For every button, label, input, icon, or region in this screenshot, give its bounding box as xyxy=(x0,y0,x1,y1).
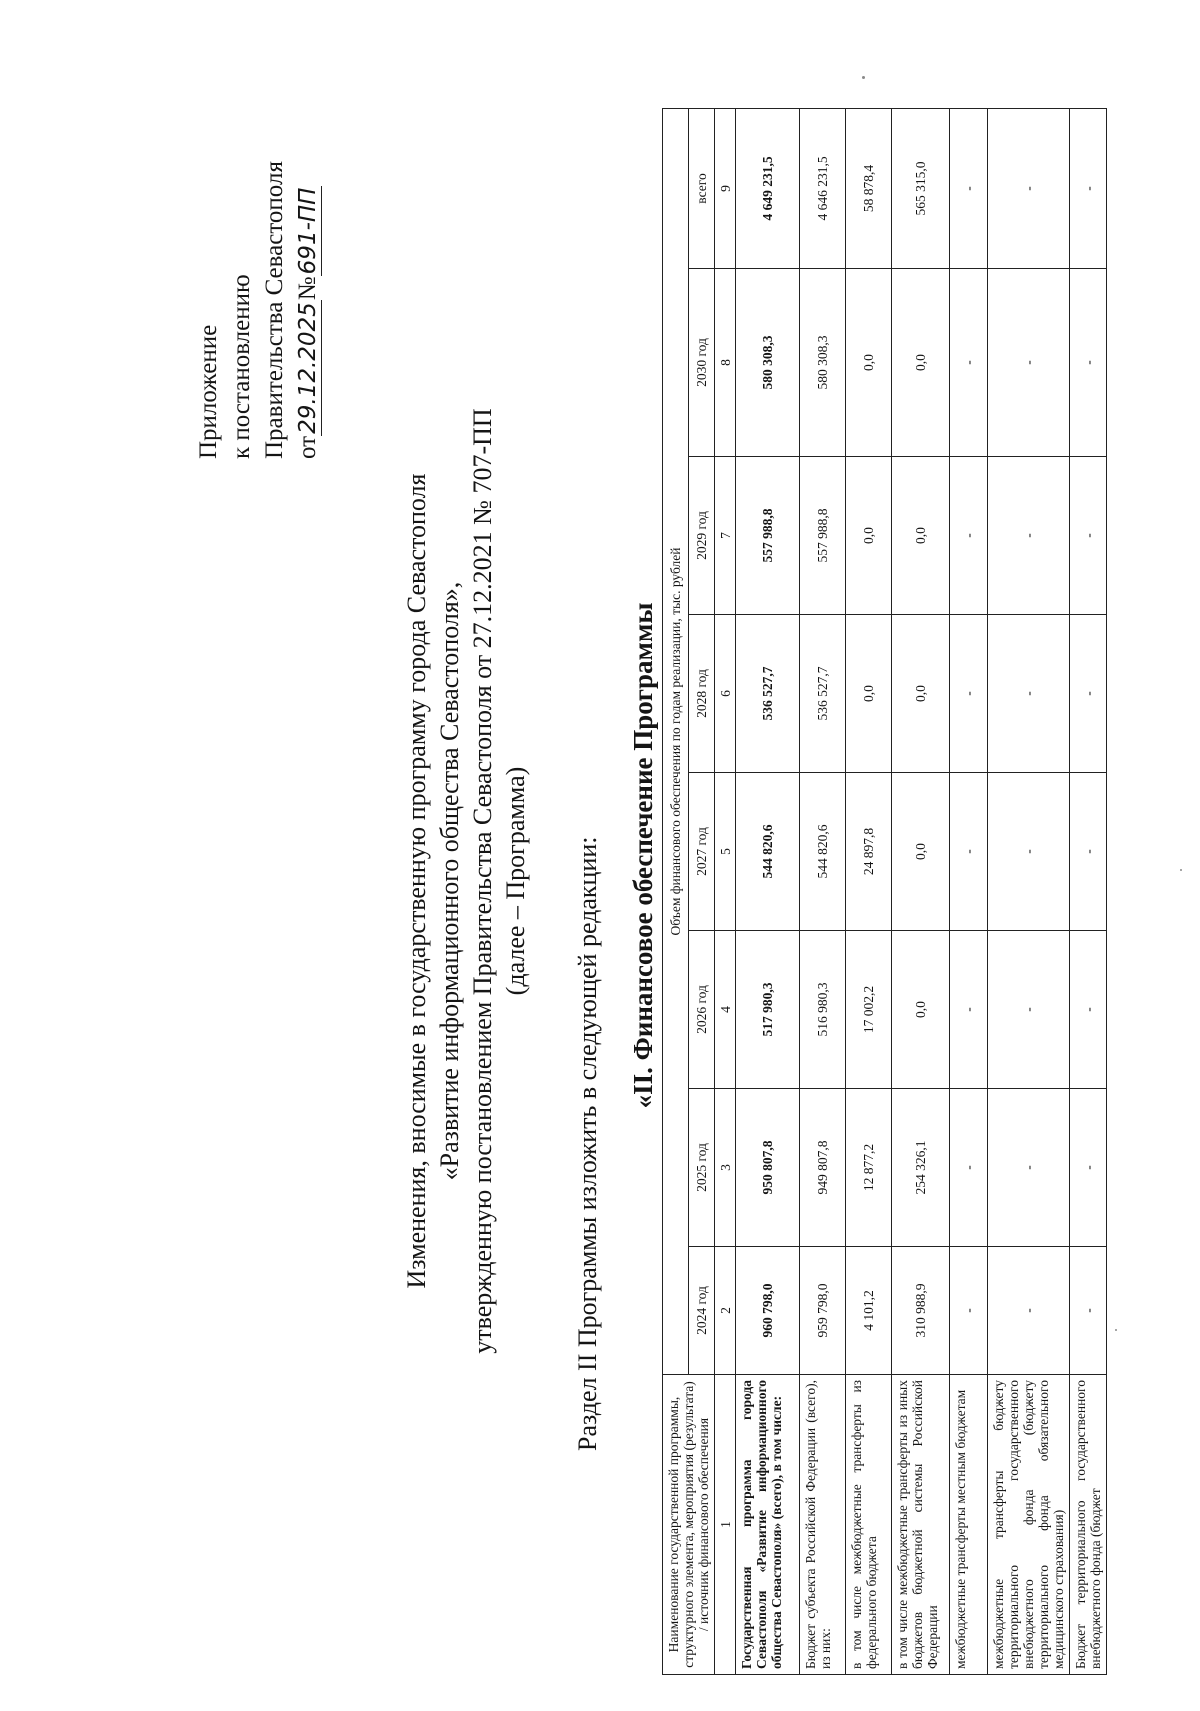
number-sign: № xyxy=(294,276,321,301)
row-value: - xyxy=(950,457,988,615)
row-value: 959 798,0 xyxy=(800,1247,846,1375)
row-value: 58 878,4 xyxy=(846,108,892,268)
row-value: 4 649 231,5 xyxy=(736,108,800,268)
row-value: 0,0 xyxy=(892,269,950,457)
column-number: 1 xyxy=(715,1375,736,1675)
row-value: - xyxy=(1070,615,1107,773)
header-name: Наименование государственной программы, структурного элемента, мероприятия (результата) / источник финансового обеспечения xyxy=(663,1375,715,1675)
year-header: 2026 год xyxy=(689,931,715,1089)
handwritten-date: 29.12.2025 xyxy=(295,302,321,434)
row-name: в том числе межбюджетные трансферты из иных бюджетов бюджетной системы Российской Федерации xyxy=(892,1375,950,1675)
row-value: 544 820,6 xyxy=(800,773,846,931)
row-value: 0,0 xyxy=(846,457,892,615)
scan-speck xyxy=(862,76,865,79)
column-number: 5 xyxy=(715,773,736,931)
financing-table xyxy=(662,108,1107,1675)
row-value: - xyxy=(950,269,988,457)
row-value: - xyxy=(1070,1089,1107,1247)
row-value: 565 315,0 xyxy=(892,108,950,268)
appendix-date-line xyxy=(291,161,325,459)
document-title xyxy=(400,181,532,1581)
year-header: всего xyxy=(689,108,715,268)
row-value: 12 877,2 xyxy=(846,1089,892,1247)
row-value: - xyxy=(950,1247,988,1375)
year-header: 2024 год xyxy=(689,1247,715,1375)
row-value: - xyxy=(950,108,988,268)
date-prefix: от xyxy=(294,435,321,459)
row-value: 516 980,3 xyxy=(800,931,846,1089)
table-row xyxy=(736,108,800,1674)
header-group: Объем финансового обеспечения по годам реализации, тыс. рублей xyxy=(663,108,689,1374)
row-value: 544 820,6 xyxy=(736,773,800,931)
scan-speck xyxy=(1180,869,1182,871)
title-line: Изменения, вносимые в государственную программу города Севастополя xyxy=(402,473,431,1289)
row-name: в том числе межбюджетные трансферты из федерального бюджета xyxy=(846,1375,892,1675)
row-value: 0,0 xyxy=(892,457,950,615)
row-value: - xyxy=(988,108,1070,268)
row-name: межбюджетные трансферты местным бюджетам xyxy=(950,1375,988,1675)
row-value: 557 988,8 xyxy=(800,457,846,615)
row-value: - xyxy=(1070,269,1107,457)
row-value: - xyxy=(950,931,988,1089)
column-number: 7 xyxy=(715,457,736,615)
row-value: 580 308,3 xyxy=(800,269,846,457)
row-name: Бюджет территориального государственного внебюджетного фонда (бюджет xyxy=(1070,1375,1107,1675)
row-value: 0,0 xyxy=(846,615,892,773)
column-number: 6 xyxy=(715,615,736,773)
row-value: - xyxy=(950,1089,988,1247)
row-value: - xyxy=(1070,773,1107,931)
column-number: 2 xyxy=(715,1247,736,1375)
title-line: утвержденную постановлением Правительства Севастополя от 27.12.2021 № 707-ПП xyxy=(468,408,497,1354)
row-value: 517 980,3 xyxy=(736,931,800,1089)
row-value: 24 897,8 xyxy=(846,773,892,931)
row-value: 580 308,3 xyxy=(736,269,800,457)
row-value: 0,0 xyxy=(892,773,950,931)
row-value: - xyxy=(1070,457,1107,615)
handwritten-number: 691-ПП xyxy=(295,187,321,275)
row-value: - xyxy=(988,773,1070,931)
scan-speck xyxy=(1115,1329,1117,1331)
row-value: 949 807,8 xyxy=(800,1089,846,1247)
table-row xyxy=(988,108,1070,1674)
row-value: - xyxy=(1070,1247,1107,1375)
row-value: 0,0 xyxy=(892,615,950,773)
year-header: 2028 год xyxy=(689,615,715,773)
row-value: - xyxy=(988,269,1070,457)
row-value: 310 988,9 xyxy=(892,1247,950,1375)
row-value: - xyxy=(950,773,988,931)
appendix-line: Приложение xyxy=(195,324,222,459)
row-value: - xyxy=(1070,931,1107,1089)
year-header: 2030 год xyxy=(689,269,715,457)
row-name: Государственная программа города Севастополя «Развитие информационного общества Севастополя» (всего), в том числе: xyxy=(736,1375,800,1675)
row-value: 4 646 231,5 xyxy=(800,108,846,268)
row-value: - xyxy=(988,615,1070,773)
year-header: 2027 год xyxy=(689,773,715,931)
row-value: - xyxy=(988,931,1070,1089)
row-value: 536 527,7 xyxy=(800,615,846,773)
title-line: (далее – Программа) xyxy=(501,766,530,996)
section-title: «II. Финансовое обеспечение Программы xyxy=(628,602,658,1109)
table-row xyxy=(892,108,950,1674)
column-number: 4 xyxy=(715,931,736,1089)
table-row xyxy=(846,108,892,1674)
row-value: 0,0 xyxy=(846,269,892,457)
appendix-line: к постановлению xyxy=(228,274,255,459)
row-value: - xyxy=(988,457,1070,615)
table-row xyxy=(800,108,846,1674)
row-value: - xyxy=(988,1089,1070,1247)
row-value: - xyxy=(988,1247,1070,1375)
year-header: 2025 год xyxy=(689,1089,715,1247)
year-header: 2029 год xyxy=(689,457,715,615)
column-number: 8 xyxy=(715,269,736,457)
row-name: межбюджетные трансферты бюджету территориального государственного внебюджетного фонда (бюджету территориального фонда обязательного медицинского страхования) xyxy=(988,1375,1070,1675)
row-value: - xyxy=(1070,108,1107,268)
column-number: 3 xyxy=(715,1089,736,1247)
appendix-header xyxy=(192,161,325,459)
appendix-line: Правительства Севастополя xyxy=(261,161,288,459)
row-value: 950 807,8 xyxy=(736,1089,800,1247)
column-number: 9 xyxy=(715,108,736,268)
row-value: 4 101,2 xyxy=(846,1247,892,1375)
row-value: - xyxy=(950,615,988,773)
row-value: 557 988,8 xyxy=(736,457,800,615)
row-value: 960 798,0 xyxy=(736,1247,800,1375)
table-row xyxy=(950,108,988,1674)
row-name: Бюджет субъекта Российской Федерации (всего), из них: xyxy=(800,1375,846,1675)
row-value: 536 527,7 xyxy=(736,615,800,773)
section-note: Раздел II Программы изложить в следующей редакции: xyxy=(573,836,602,1451)
row-value: 17 002,2 xyxy=(846,931,892,1089)
row-value: 254 326,1 xyxy=(892,1089,950,1247)
title-line: «Развитие информационного общества Севастополя», xyxy=(435,581,464,1181)
row-value: 0,0 xyxy=(892,931,950,1089)
column-number-row xyxy=(715,108,736,1674)
table-row xyxy=(1070,108,1107,1674)
